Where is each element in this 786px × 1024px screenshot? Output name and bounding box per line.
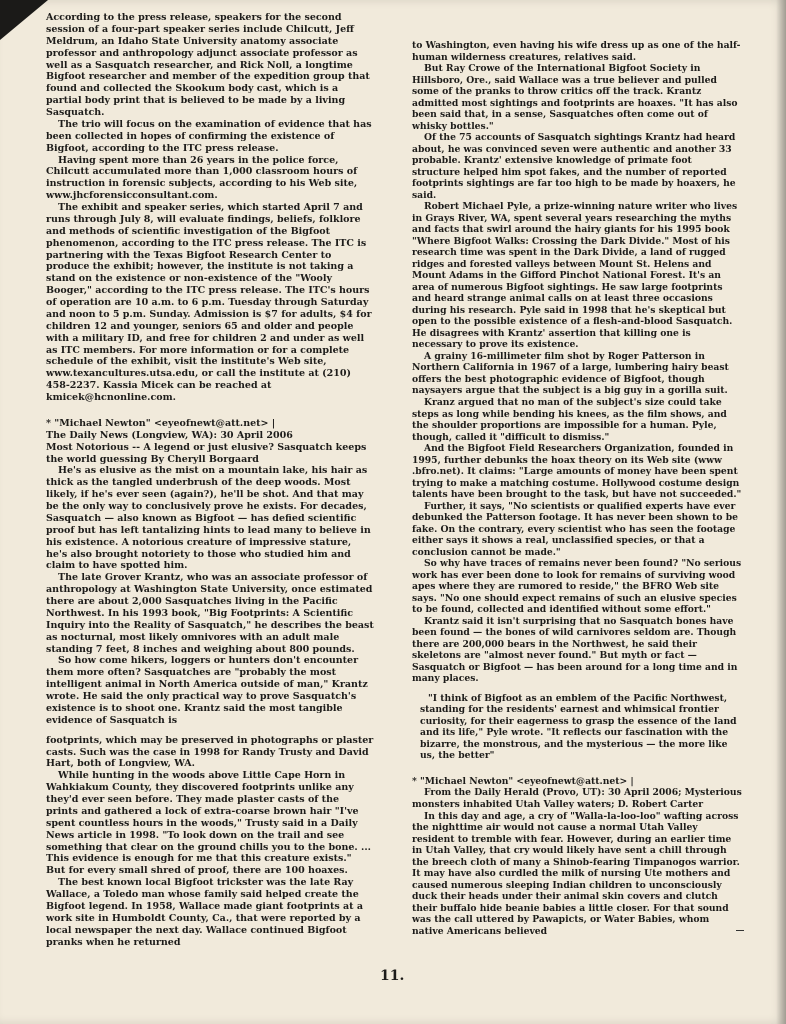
page-edge-shadow <box>776 0 786 1024</box>
article-paragraph: Having spent more than 26 years in the police force, Chilcutt accumulated more than 1,000 classroom hours of instruction in forensic subjects, according to his Web site, www.jhcforensicconsultant.com. <box>46 154 358 202</box>
source-line: From the Daily Herald (Provo, UT): 30 April 2006; Mysterious monsters inhabited Utah Valley waters; D. Robert Carter <box>412 787 742 810</box>
left-column <box>46 12 374 948</box>
article-paragraph: The best known local Bigfoot trickster was the late Ray Wallace, a Toledo man whose family said helped create the Bigfoot legend. In 1958, Wallace made giant footprints at a work site in Humboldt County, Ca., that were reported by a local newspaper the next day. Wallace continued Bigfoot pranks when he returned <box>46 877 364 948</box>
article-paragraph: But Ray Crowe of the International Bigfoot Society in Hillsboro, Ore., said Wallace was a true believer and pulled some of the pranks to throw critics off the track. Krantz admitted most sightings and footprints are hoaxes. "It has also been said that, in a sense, Sasquatches often come out of whisky bottles." <box>412 63 738 132</box>
page-number: 11. <box>380 968 405 984</box>
right-column <box>412 40 742 937</box>
article-paragraph: The trio will focus on the examination of evidence that has been collected in hopes of confirming the existence of Bigfoot, according to the ITC press release. <box>46 118 372 154</box>
block-quote: "I think of Bigfoot as an emblem of the Pacific Northwest, standing for the residents' earnest and whimsical frontier curiosity, for their eagerness to grasp the essence of the land and its life," Pyle wrote. "It reflects our fascination with the bizarre, the monstrous, and the mysterious — the more like us, the better" <box>420 692 737 762</box>
article-paragraph: In this day and age, a cry of "Walla-la-loo-loo" wafting across the nighttime air would not cause a normal Utah Valley resident to tremble with fear. However, during an earlier time in Utah Valley, that cry would likely have sent a chill through the breech cloth of many a Shinob-fearing Timpanogos warrior. It may have also curdled the milk of nursing Ute mothers and caused numerous sleeping Indian children to unconsciously duck their heads under their animal skin covers and clutch their buffalo hide beanie babies a little closer. For that sound was the call uttered by Pawapicts, or Water Babies, whom native Americans believed <box>412 810 740 937</box>
source-line: The Daily News (Longview, WA): 30 April 2006 <box>46 429 293 441</box>
article-paragraph: footprints, which may be preserved in photographs or plaster casts. Such was the case in 1998 for Randy Trusty and David Hart, both of Longview, WA. <box>46 734 374 770</box>
article-paragraph: to Washington, even having his wife dress up as one of the half-human wilderness creatures, relatives said. <box>412 40 741 63</box>
article-paragraph: Of the 75 accounts of Sasquatch sightings Krantz had heard about, he was convinced seven were authentic and another 33 probable. Krantz' extensive knowledge of primate foot structure helped him spot fakes, and the number of reported footprints sightings are far too high to be made by hoaxers, he said. <box>412 132 736 201</box>
article-paragraph: While hunting in the woods above Little Cape Horn in Wahkiakum County, they discovered footprints unlike any they'd ever seen before. They made plaster casts of the prints and gathered a lock of extra-coarse brown hair "I've spent countless hours in the woods," Trusty said in a Daily News article in 1998. "To look down on the trail and see something that clear on the ground chills you to the bone. ... This evidence is enough for me that this creature exists." But for every small shred of proof, there are 100 hoaxes. <box>46 770 371 877</box>
article-paragraph: Further, it says, "No scientists or qualified experts have ever debunked the Patterson footage. It has never been shown to be fake. On the contrary, every scientist who has seen the footage either says it shows a real, unclassified species, or that a conclusion cannot be made." <box>412 500 738 558</box>
article-paragraph: So why have traces of remains never been found? "No serious work has ever been done to look for remains of surviving wood apes where they are rumored to reside," the BFRO Web site says. "No one should expect remains of such an elusive species to be found, collected and identified without some effort." <box>412 558 742 616</box>
article-paragraph: Kranz argued that no man of the subject's size could take steps as long while bending his knees, as the film shows, and the shoulder proportions are impossible for a human. Pyle, though, called it "difficult to dismiss." <box>412 396 727 443</box>
headline-byline: Most Notorious -- A legend or just elusive? Sasquatch keeps the world guessing By Cheryll Borgaard <box>46 441 367 465</box>
torn-corner <box>0 0 48 40</box>
article-paragraph: The exhibit and speaker series, which started April 7 and runs through July 8, will evaluate findings, beliefs, folklore and methods of scientific investigation of the Bigfoot phenomenon, according to the ITC press release. The ITC is partnering with the Texas Bigfoot Research Center to produce the exhibit; however, the institute is not taking a stand on the existence or non-existence of the "Wooly Booger," according to the ITC press release. The ITC's hours of operation are 10 a.m. to 6 p.m. Tuesday through Saturday and noon to 5 p.m. Sunday. Admission is $7 for adults, $4 for children 12 and younger, seniors 65 and older and people with a military ID, and free for children 2 and under as well as ITC members. For more information or for a complete schedule of the exhibit, visit the institute's Web site, www.texancultures.utsa.edu, or call the institute at (210) 458-2237. Kassia Micek can be reached at kmicek@hcnonline.com. <box>46 202 372 403</box>
article-paragraph: The late Grover Krantz, who was an associate professor of anthropology at Washington State University, once estimated there are about 2,000 Sasquatches living in the Pacific Northwest. In his 1993 book, "Big Footprints: A Scientific Inquiry into the Reality of Sasquatch," he describes the beast as nocturnal, most likely omnivores with an adult male standing 7 feet, 8 inches and weighing about 800 pounds. <box>46 572 374 655</box>
article-paragraph: According to the press release, speakers for the second session of a four-part speaker series include Chilcutt, Jeff Meldrum, an Idaho State University anatomy associate professor and anthropology adjunct associate professor as well as a Sasquatch researcher, and Rick Noll, a longtime Bigfoot researcher and member of the expedition group that found and collected the Skookum body cast, which is a partial body print that is believed to be made by a living Sasquatch. <box>46 12 370 118</box>
article-paragraph: So how come hikers, loggers or hunters don't encounter them more often? Sasquatches are "probably the most intelligent animal in North America outside of man," Krantz wrote. He said the only practical way to prove Sasquatch's existence is to shoot one. Krantz said the most tangible evidence of Sasquatch is <box>46 655 368 726</box>
article-paragraph: And the Bigfoot Field Researchers Organization, founded in 1995, further debunks the hoax theory on its Web site (www .bfro.net). It claims: "Large amounts of money have been spent trying to make a matching costume. Hollywood costume design talents have been brought to the task, but have not succeeded." <box>412 443 742 501</box>
article-paragraph: He's as elusive as the mist on a mountain lake, his hair as thick as the tangled underbrush of the deep woods. Most likely, if he's ever seen (again?), he'll be shot. And that may be the only way to conclusively prove he exists. For decades, Sasquatch — also known as Bigfoot — has defied scientific proof but has left tantalizing hints to lead many to believe in his existence. A notorious creature of impressive stature, he's also brought notoriety to those who studied him and claim to have spotted him. <box>46 465 371 572</box>
article-paragraph: A grainy 16-millimeter film shot by Roger Patterson in Northern California in 1967 of a large, lumbering hairy beast offers the best photographic evidence of Bigfoot, though naysayers argue that the subject is a big guy in a gorilla suit. <box>412 350 729 397</box>
margin-mark <box>736 930 744 931</box>
contributor-line: * "Michael Newton" <eyeofnewt@att.net> | <box>46 417 276 429</box>
contributor-line: * "Michael Newton" <eyeofnewt@att.net> | <box>412 775 634 787</box>
article-paragraph: Krantz said it isn't surprising that no Sasquatch bones have been found — the bones of wild carnivores seldom are. Though there are 200,000 bears in the Northwest, he said their skeletons are "almost never found." But myth or fact — Sasquatch or Bigfoot — has been around for a long time and in many places. <box>412 615 738 685</box>
article-paragraph: Robert Michael Pyle, a prize-winning nature writer who lives in Grays River, WA, spent several years researching the myths and facts that swirl around the hairy giants for his 1995 book "Where Bigfoot Walks: Crossing the Dark Divide." Most of his research time was spent in the Dark Divide, a land of rugged ridges and forested valleys between Mount St. Helens and Mount Adams in the Gifford Pinchot National Forest. It's an area of numerous Bigfoot sightings. He saw large footprints and heard strange animal calls on at least three occasions during his research. Pyle said in 1998 that he's skeptical but open to the possible existence of a flesh-and-blood Sasquatch. He disagrees with Krantz' assertion that killing one is necessary to prove its existence. <box>412 201 738 351</box>
